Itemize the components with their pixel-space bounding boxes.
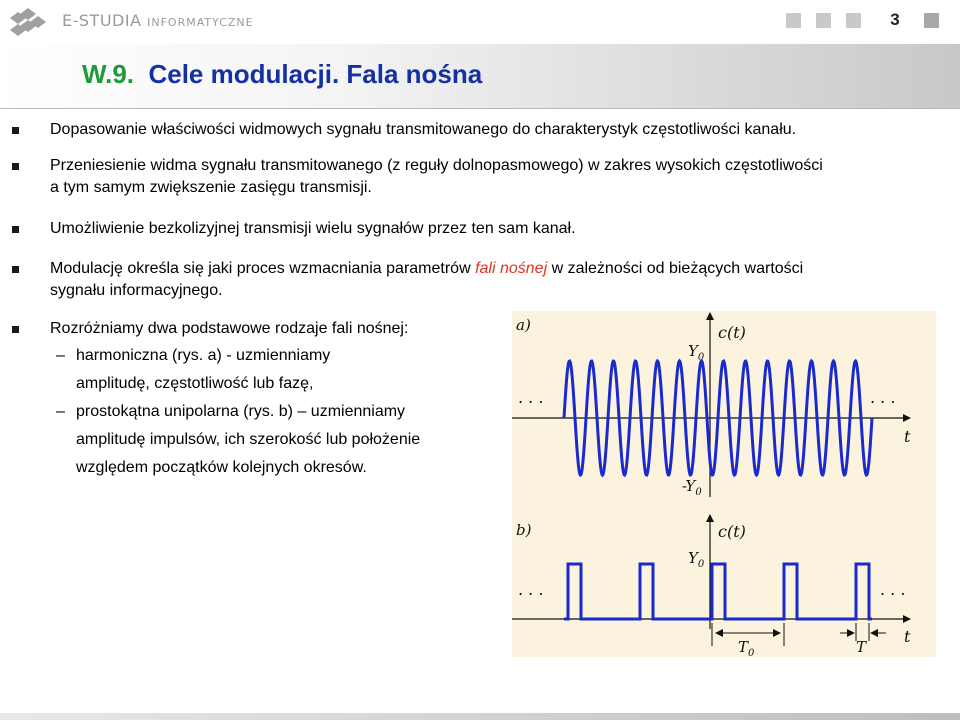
pulse-width-label: T: [856, 638, 867, 656]
panel-a-dots-right: . . .: [870, 388, 896, 407]
period-label: $T_0$: [738, 638, 755, 657]
highlight-term: fali nośnej: [475, 260, 548, 277]
rectangular-pulse-train: [564, 564, 872, 619]
carrier-wave-figure: [512, 311, 936, 657]
nav-square-2[interactable]: [816, 13, 831, 28]
panel-b-y-pos: $Y_0$: [688, 549, 705, 570]
panel-a-label: a): [516, 316, 531, 334]
page-title: W.9. Cele modulacji. Fala nośna: [82, 59, 483, 89]
page-number: 3: [890, 10, 900, 29]
logo-icon: [6, 4, 48, 38]
bullet-text: Modulację określa się jaki proces wzmacniania parametrów fali nośnej w zależności od bieżących wartości sygnału informacyjnego.: [50, 260, 804, 299]
bullet-marker: [12, 163, 19, 170]
panel-a-y-neg: $-Y_0$: [682, 477, 702, 498]
bullet-text: Przeniesienie widma sygnału transmitowanego (z reguły dolnopasmowego) w zakres wysokich częstotliwości a tym samym zwiększenie zasięgu transmisji.: [50, 157, 823, 196]
bullet-text: Dopasowanie właściwości widmowych sygnału transmitowanego do charakterystyk częstotliwości kanału.: [50, 121, 797, 138]
sub-item-harmonic: – harmoniczna (rys. a) - uzmienniamy amplitudę, częstotliwość lub fazę,: [56, 347, 331, 392]
title-bar: [0, 44, 960, 109]
logo-text: E-STUDIA INFORMATYCZNE: [62, 11, 254, 30]
nav-square-next[interactable]: [924, 13, 939, 28]
panel-b-axis-label: c(t): [718, 522, 746, 541]
bullet-marker: [12, 266, 19, 273]
top-bar: [0, 0, 960, 44]
panel-a-t-label: t: [904, 427, 911, 446]
bottom-bar: [0, 713, 960, 720]
panel-a-y-pos: $Y_0$: [688, 342, 705, 363]
panel-b-dots-right: . . .: [880, 580, 906, 599]
panel-b-t-label: t: [904, 627, 911, 646]
panel-b-label: b): [516, 521, 532, 539]
bullet-text: Umożliwienie bezkolizyjnej transmisji wielu sygnałów przez ten sam kanał.: [50, 220, 576, 237]
panel-b-dots-left: . . .: [518, 580, 544, 599]
panel-b: [512, 515, 911, 657]
bullet-marker: [12, 326, 19, 333]
bullet-marker: [12, 226, 19, 233]
panel-a-dots-left: . . .: [518, 388, 544, 407]
nav-square-3[interactable]: [846, 13, 861, 28]
panel-a: [512, 313, 911, 498]
panel-a-axis-label: c(t): [718, 323, 746, 342]
sub-item-rectangular: – prostokątna unipolarna (rys. b) – uzmienniamy amplitudę impulsów, ich szerokość lub położenie względem początków kolejnych okresów.: [56, 403, 421, 476]
bullet-text: Rozróżniamy dwa podstawowe rodzaje fali nośnej:: [50, 320, 409, 337]
nav-square-1[interactable]: [786, 13, 801, 28]
bullet-marker: [12, 127, 19, 134]
